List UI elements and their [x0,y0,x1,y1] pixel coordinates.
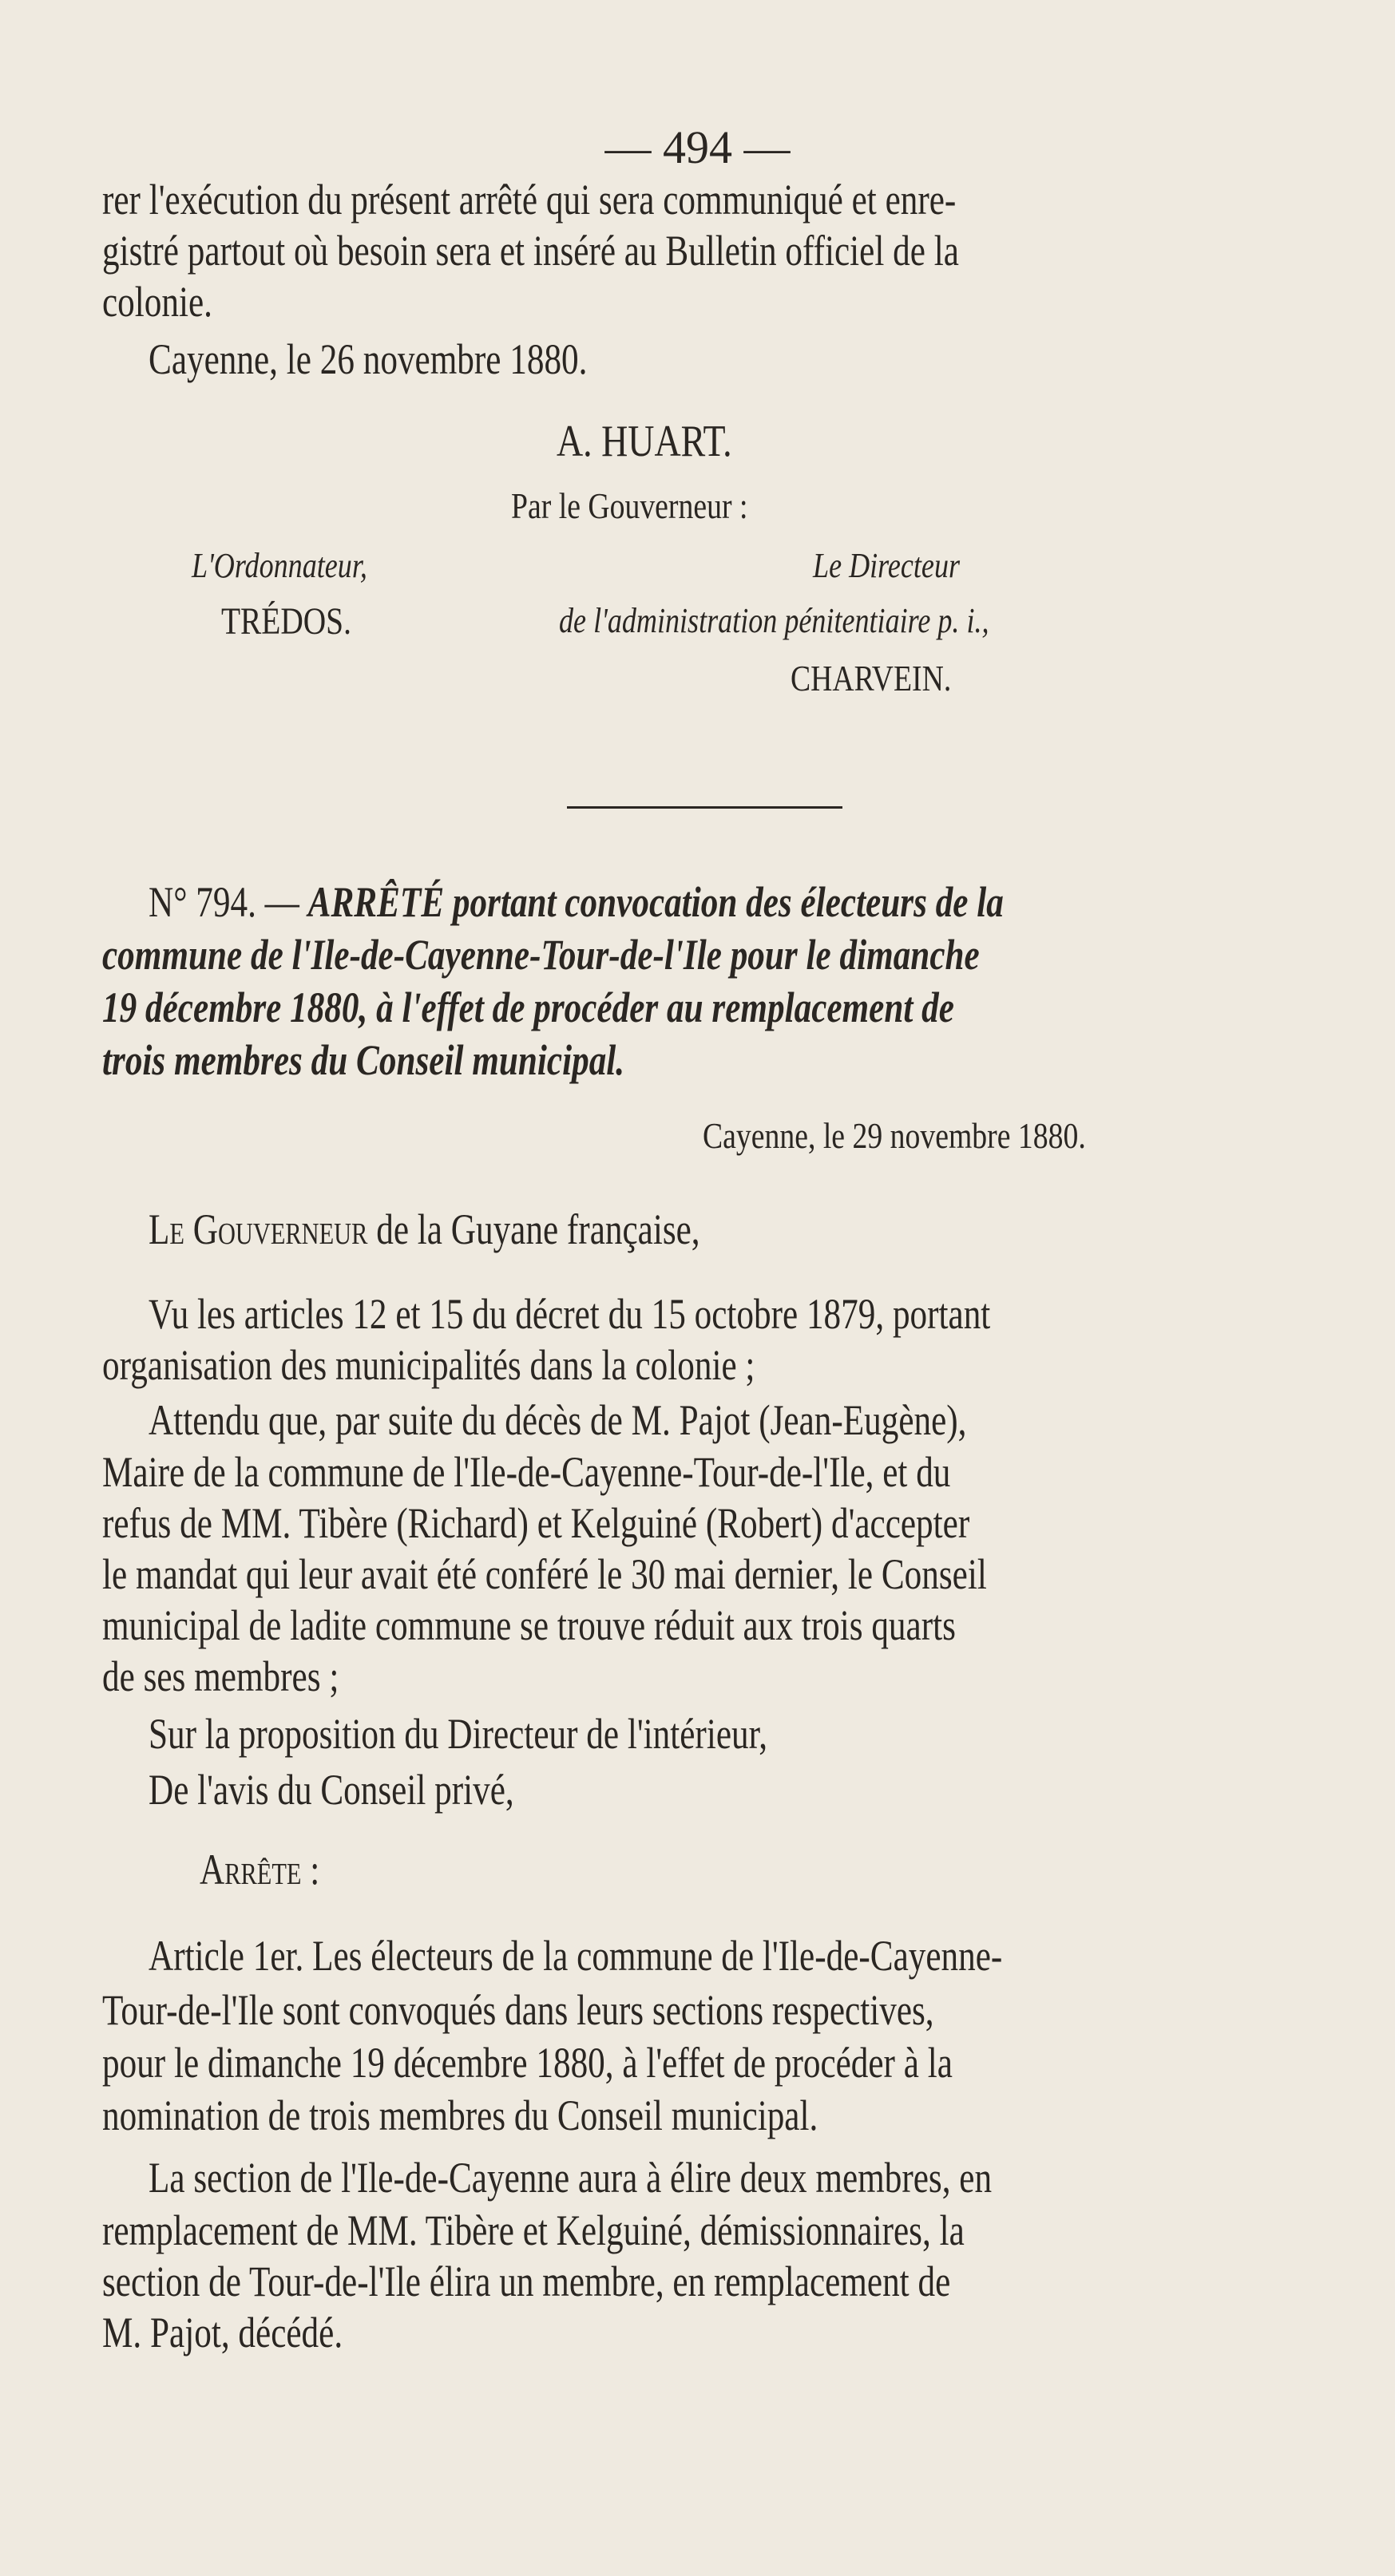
text-line: Article 1er. Les électeurs de la commune de l'Ile-de-Cayenne- [149,1932,1003,1980]
text-line: Maire de la commune de l'Ile-de-Cayenne-Tour-de-l'Ile, et du [102,1448,951,1496]
decree-title-line: trois membres du Conseil municipal. [102,1036,625,1084]
decree-title-line: commune de l'Ile-de-Cayenne-Tour-de-l'Ile pour le dimanche [102,931,980,979]
text-line: Sur la proposition du Directeur de l'intérieur, [149,1710,768,1758]
text-line: pour le dimanche 19 décembre 1880, à l'effet de procéder à la [102,2039,953,2087]
text-line: La section de l'Ile-de-Cayenne aura à élire deux membres, en [149,2154,993,2202]
le-gouverneur: Le Gouverneur [149,1205,368,1253]
text-line: le mandat qui leur avait été conféré le 30 mai dernier, le Conseil [102,1550,987,1598]
text-line: remplacement de MM. Tibère et Kelguiné, démissionnaires, la [102,2206,965,2254]
text-line: Tour-de-l'Ile sont convoqués dans leurs sections respectives, [102,1986,934,2034]
page-number: — 494 — [604,121,791,173]
text-line: section de Tour-de-l'Ile élira un membre, en remplacement de [102,2257,951,2305]
text-line: de ses membres ; [102,1652,339,1700]
text-line: Vu les articles 12 et 15 du décret du 15 octobre 1879, portant [149,1290,991,1338]
text-line: municipal de ladite commune se trouve réduit aux trois quarts [102,1601,956,1649]
text-line: rer l'exécution du présent arrêté qui sera communiqué et enre- [102,176,957,224]
decree-title-line [149,876,1004,928]
text-line: colonie. [102,278,212,326]
text-line: nomination de trois membres du Conseil municipal. [102,2091,818,2139]
text-line: refus de MM. Tibère (Richard) et Kelguiné (Robert) d'accepter [102,1499,970,1547]
arrete-heading: Arrête : [200,1846,320,1893]
preamble-rest: de la Guyane française, [367,1205,700,1253]
text-line: gistré partout où besoin sera et inséré au Bulletin officiel de la [102,227,959,275]
decree-title-line: 19 décembre 1880, à l'effet de procéder au remplacement de [102,983,954,1031]
right-signatory-title: Le Directeur [813,546,961,585]
date-line: Cayenne, le 29 novembre 1880. [703,1115,1086,1156]
decree-number: N° 794. — [149,878,299,926]
left-signatory-name: TRÉDOS. [221,600,351,643]
text-line: organisation des municipalités dans la colonie ; [102,1341,755,1389]
text-line: De l'avis du Conseil privé, [149,1766,514,1814]
separator-rule [567,806,842,809]
text-line: Attendu que, par suite du décès de M. Pajot (Jean-Eugène), [149,1396,967,1444]
preamble-line [149,1204,700,1255]
date-line: Cayenne, le 26 novembre 1880. [149,335,588,383]
signature: A. HUART. [557,417,732,466]
decree-title-text: ARRÊTÉ portant convocation des électeurs de la [307,878,1004,926]
par-le-gouverneur: Par le Gouverneur : [511,485,748,526]
left-signatory-title: L'Ordonnateur, [192,546,367,585]
right-signatory-name: CHARVEIN. [791,658,952,698]
text-line: M. Pajot, décédé. [102,2309,343,2356]
right-signatory-subtitle: de l'administration pénitentiaire p. i., [559,601,989,640]
